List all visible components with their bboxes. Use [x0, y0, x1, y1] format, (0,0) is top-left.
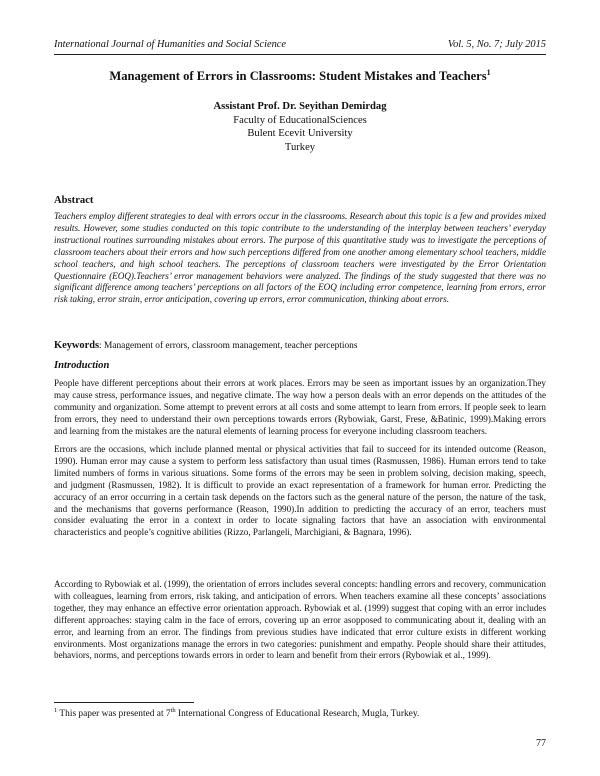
running-header	[54, 39, 546, 53]
keywords-text: : Management of errors, classroom management, teacher perceptions	[99, 341, 358, 351]
title-footnote-mark: 1	[486, 68, 491, 77]
author-university: Bulent Ecevit University	[247, 128, 353, 140]
author-faculty: Faculty of EducationalSciences	[233, 114, 367, 126]
footnote-text-after: International Congress of Educational Research, Mugla, Turkey.	[175, 709, 420, 720]
author-block	[54, 100, 546, 154]
intro-paragraph-2: Errors are the occasions, which include planned mental or physical activities that fail to succeed for its intended outcome (Reason, 1990). Human error may cause a system to perform less satisfactory than usual times (Rasmussen, 1986). Human errors tend to take limited numbers of forms in various situations. Some forms of the errors may be seen in problem solving, decision making, speech, and judgment (Rasmussen, 1982). It is difficult to provide an exact representation of a framework for human error. Predicting the accuracy of an error occurring in a certain task depends on the factors such as the general nature of the person, the nature of the task, and the mechanisms that governs performance (Reason, 1990).In addition to predicting the accuracy of an error, teachers must consider evaluating the error in a context in order to locate signaling factors that have an association with environmental characteristics and people’s cognitive abilities (Rizzo, Parlangeli, Marchigiani, & Bagnara, 1996).	[54, 444, 546, 538]
abstract-heading: Abstract	[54, 195, 94, 206]
footnote-mark: 1	[54, 707, 58, 714]
paper-title-text: Management of Errors in Classrooms: Student Mistakes and Teachers	[109, 69, 487, 84]
keywords-label: Keywords	[54, 340, 100, 351]
intro-paragraph-1: People have different perceptions about their errors at work places. Errors may be seen as important issues by an organization.They may cause stress, performance issues, and negative climate. The way how a person deals with an error depends on the attitudes of the community and organization. Some attempt to prevent errors at all costs and some attempt to learn from errors. If people seek to learn from errors, they need to understand their own perceptions towards errors (Rybowiak, Garst, Frese, &Batinic, 1999).Making errors and learning from the mistakes are the natural elements of learning process for everyone including classroom teachers.	[54, 378, 546, 436]
page-number: 77	[536, 738, 546, 749]
author-country: Turkey	[284, 141, 316, 153]
footnote-text-before: This paper was presented at 7	[57, 709, 171, 720]
paper-title	[54, 68, 546, 84]
footnote-rule	[54, 702, 194, 703]
author-name: Assistant Prof. Dr. Seyithan Demirdag	[213, 101, 387, 112]
intro-paragraph-3: According to Rybowiak et al. (1999), the orientation of errors includes several concepts: handling errors and recovery, communication with colleagues, learning from errors, risk taking, and anticipation of errors. When teachers examine all these concepts’ associations together, they may enhance an effective error orientation approach. Rybowiak et al. (1999) suggest that coping with an error includes different approaches: staying calm in the face of errors, covering up an error asopposed to communicating about it, dealing with an error, and learning from an error. The findings from previous studies have indicated that error culture exists in different working environments. Most organizations manage the errors in two categories: punishment and empathy. People should share their attitudes, behaviors, norms, and perceptions towards errors in order to learn and benefit from their errors (Rybowiak et al., 1999).	[54, 579, 546, 661]
header-rule	[54, 54, 546, 55]
footnote-ordinal-suffix: th	[170, 707, 176, 714]
abstract-text: Teachers employ different strategies to deal with errors occur in the classrooms. Research about this topic is a few and provides mixed results. However, some studies conducted on this topic contribute to the understanding of the interplay between teachers’ everyday instructional routines surrounding mistakes about errors. The purpose of this quantitative study was to investigate the perceptions of classroom teachers about their errors and how such perceptions differed from one another among elementary school teachers, middle school teachers, and high school teachers. The perceptions of classroom teachers were investigated by the Error Orientation Questionnaire (EOQ).Teachers’ error management behaviors were analyzed. The findings of the study suggested that there was no significant difference among teachers’ perceptions on all factors of the EOQ including error competence, learning from errors, error risk taking, error strain, error anticipation, covering up errors, error communication, thinking about errors.	[54, 211, 546, 305]
footnote	[54, 707, 546, 719]
volume-info: Vol. 5, No. 7; July 2015	[447, 39, 546, 50]
keywords-line	[54, 340, 546, 351]
journal-name: International Journal of Humanities and Social Science	[54, 39, 287, 50]
introduction-heading: Introduction	[54, 360, 110, 371]
